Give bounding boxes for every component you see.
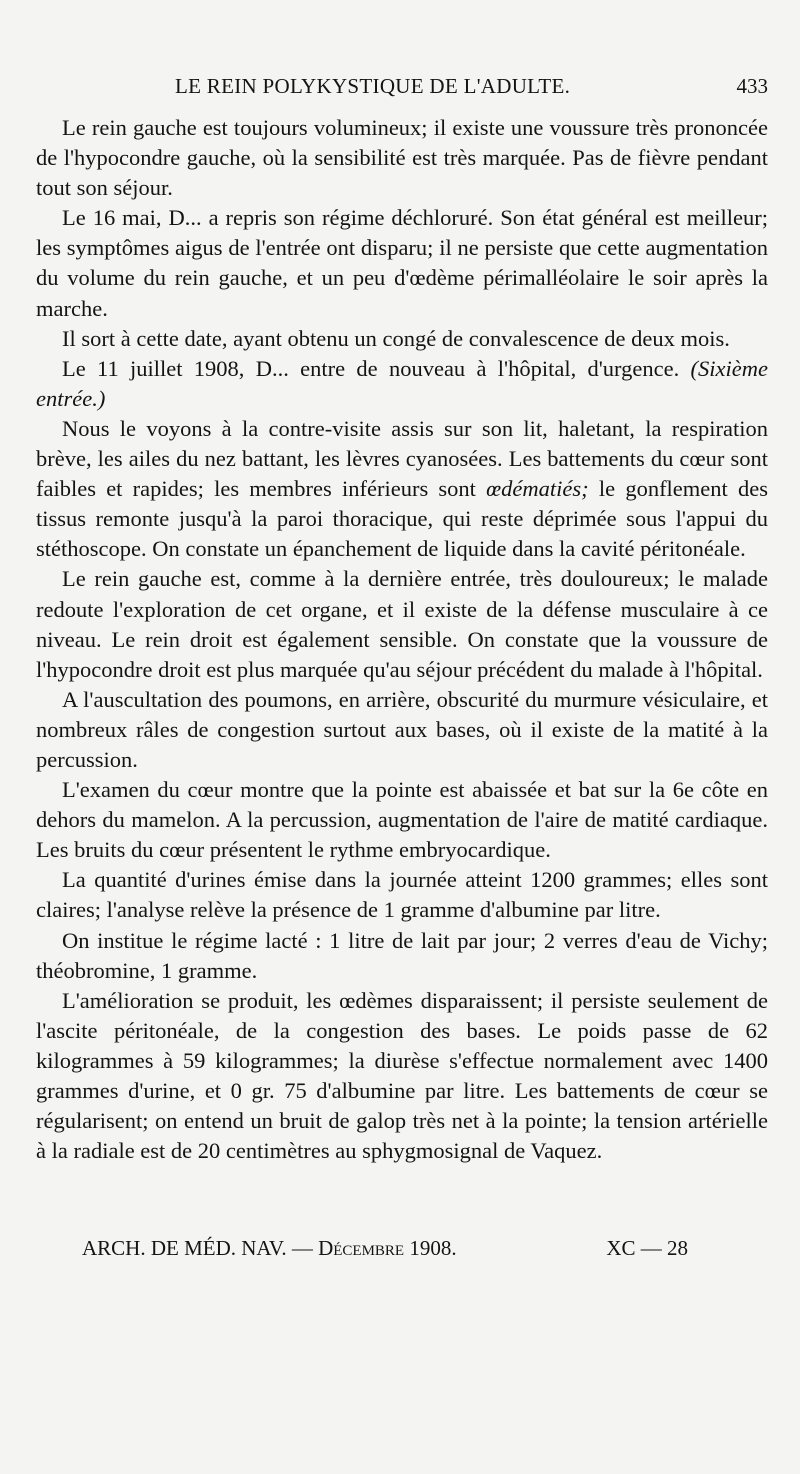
body-text xyxy=(36,113,768,1166)
running-title: LE REIN POLYKYSTIQUE DE L'ADULTE. xyxy=(175,74,571,98)
paragraph xyxy=(36,203,768,323)
paragraph xyxy=(36,926,768,986)
paragraph-text: L'examen du cœur montre que la pointe est abaissée et bat sur la 6e côte en dehors du mamelon. A la percussion, augmentation de l'aire de matité cardiaque. Les bruits du cœur présentent le rythme embryocardique. xyxy=(36,777,768,863)
paragraph xyxy=(36,986,768,1167)
paragraph xyxy=(36,564,768,684)
paragraph-text: L'amélioration se produit, les œdèmes disparaissent; il persiste seulement de l'ascite péritonéale, de la congestion des bases. Le poids passe de 62 kilogrammes à 59 kilogrammes; la diurèse s'effectue normalement avec 1400 grammes d'urine, et 0 gr. 75 d'albumine par litre. Les battements de cœur se régularisent; on entend un bruit de galop très net à la pointe; la tension artérielle à la radiale est de 20 centimètres au sphygmosignal de Vaquez. xyxy=(36,987,768,1164)
paragraph-text: Il sort à cette date, ayant obtenu un congé de convalescence de deux mois. xyxy=(62,325,730,351)
page-header xyxy=(0,74,800,104)
paragraph xyxy=(36,324,768,354)
paragraph xyxy=(36,113,768,203)
paragraph-text: A l'auscultation des poumons, en arrière, obscurité du murmure vésiculaire, et nombreux râles de congestion surtout aux bases, où il existe de la matité à la percussion. xyxy=(36,686,768,772)
journal-citation: ARCH. DE MÉD. NAV. — Décembre 1908. xyxy=(82,1236,457,1260)
paragraph-text: La quantité d'urines émise dans la journée atteint 1200 grammes; elles sont claires; l'analyse relève la présence de 1 gramme d'albumine par litre. xyxy=(36,867,768,923)
paragraph-text: Le rein gauche est, comme à la dernière entrée, très douloureux; le malade redoute l'exploration de cet organe, et il existe de la défense musculaire à ce niveau. Le rein droit est également sensible. On constate que la voussure de l'hypocondre droit est plus marquée qu'au séjour précédent du malade à l'hôpital. xyxy=(36,566,768,682)
paragraph xyxy=(36,414,768,564)
italic-term: œdématiés; xyxy=(486,476,589,502)
page-number: 433 xyxy=(736,74,768,98)
paragraph-text-continued: le gonflement des tissus remonte jusqu'à la paroi thoracique, qui reste déprimée sous l'appui du stéthoscope. On constate un épanchement de liquide dans la cavité péritonéale. xyxy=(36,476,768,562)
paragraph xyxy=(36,685,768,775)
paragraph xyxy=(36,775,768,865)
page-footer xyxy=(0,1236,800,1266)
paragraph-text: Le rein gauche est toujours volumineux; il existe une voussure très prononcée de l'hypocondre gauche, où la sensibilité est très marquée. Pas de fièvre pendant tout son séjour. xyxy=(36,115,768,201)
italic-note: (Sixième entrée.) xyxy=(36,355,769,411)
paragraph-text: Le 11 juillet 1908, D... entre de nouveau à l'hôpital, d'urgence. xyxy=(62,355,680,381)
paragraph xyxy=(36,354,768,414)
paragraph xyxy=(36,865,768,925)
paragraph-text: Le 16 mai, D... a repris son régime déchloruré. Son état général est meilleur; les symptômes aigus de l'entrée ont disparu; il ne persiste que cette augmentation du volume du rein gauche, et un peu d'œdème périmalléolaire le soir après la marche. xyxy=(36,205,768,321)
paragraph-text: On institue le régime lacté : 1 litre de lait par jour; 2 verres d'eau de Vichy; théobromine, 1 gramme. xyxy=(36,927,768,983)
signature-mark: XC — 28 xyxy=(606,1236,688,1260)
paragraph-text: Nous le voyons à la contre-visite assis sur son lit, haletant, la respiration brève, les ailes du nez battant, les lèvres cyanosées. Les battements du cœur sont faibles et rapides; les membres inférieurs sont xyxy=(36,415,768,502)
